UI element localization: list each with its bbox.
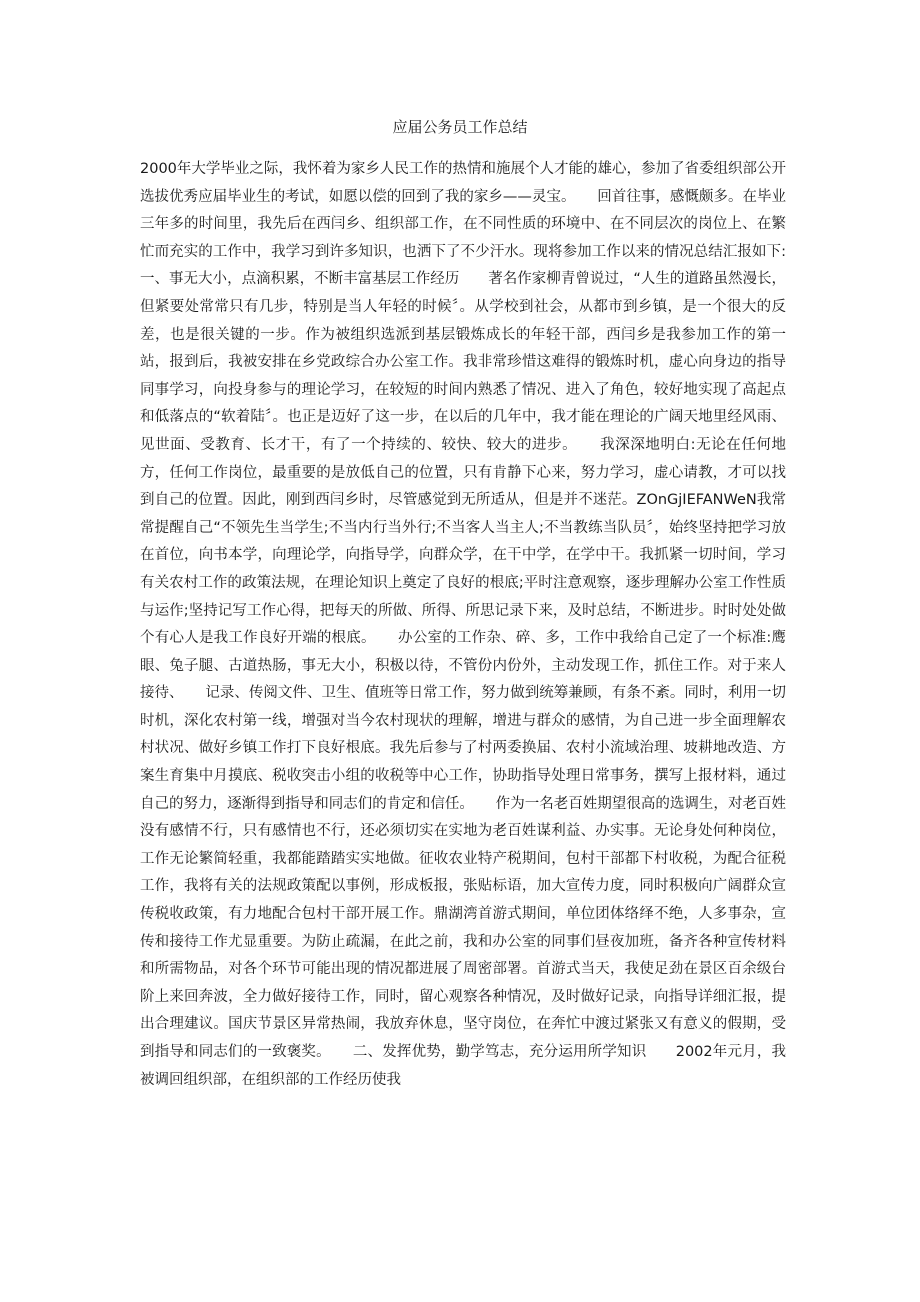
document-body: 2000年大学毕业之际，我怀着为家乡人民工作的热情和施展个人才能的雄心，参加了省委组织部公开选拔优秀应届毕业生的考试，如愿以偿的回到了我的家乡——灵宝。 回首往事，感慨颇多。在毕业三年多的时间里，我先后在西闫乡、组织部工作，在不同性质的环境中、在不同层次的岗位上、在繁忙而充实的工作中，我学习到许多知识，也洒下了不少汗水。现将参加工作以来的情况总结汇报如下: 一、事无大小，点滴积累，不断丰富基层工作经历 著名作家柳青曾说过，“人生的道路虽然漫长，但紧要处常常只有几步，特别是当人年轻的时候〞。从学校到社会，从都市到乡镇，是一个很大的反差，也是很关键的一步。作为被组织选派到基层锻炼成长的年轻干部，西闫乡是我参加工作的第一站，报到后，我被安排在乡党政综合办公室工作。我非常珍惜这难得的锻炼时机，虚心向身边的指导同事学习，向投身参与的理论学习，在较短的时间内熟悉了情况、进入了角色，较好地实现了高起点和低落点的“软着陆〞。也正是迈好了这一步，在以后的几年中，我才能在理论的广阔天地里经风雨、见世面、受教育、长才干，有了一个持续的、较快、较大的进步。 我深深地明白:无论在任何地方，任何工作岗位，最重要的是放低自己的位置，只有肯静下心来，努力学习，虚心请教，才可以找到自己的位置。因此，刚到西闫乡时，尽管感觉到无所适从，但是并不迷茫。ZOnGjIEFANWeN我常常提醒自己“不领先生当学生;不当内行当外行;不当客人当主人;不当教练当队员〞，始终坚持把学习放在首位，向书本学，向理论学，向指导学，向群众学，在干中学，在学中干。我抓紧一切时间，学习有关农村工作的政策法规，在理论知识上奠定了良好的根底;平时注意观察，逐步理解办公室工作性质与运作;坚持记写工作心得，把每天的所做、所得、所思记录下来，及时总结，不断进步。时时处处做个有心人是我工作良好开端的根底。 办公室的工作杂、碎、多，工作中我给自己定了一个标准:鹰眼、兔子腿、古道热肠，事无大小，积极以待，不管份内份外，主动发现工作，抓住工作。对于来人接待、 记录、传阅文件、卫生、值班等日常工作，努力做到统筹兼顾，有条不紊。同时，利用一切时机，深化农村第一线，增强对当今农村现状的理解，增进与群众的感情，为自己进一步全面理解农村状况、做好乡镇工作打下良好根底。我先后参与了村两委换届、农村小流域治理、坡耕地改造、方案生育集中月摸底、税收突击小组的收税等中心工作，协助指导处理日常事务，撰写上报材料，通过自己的努力，逐渐得到指导和同志们的肯定和信任。 作为一名老百姓期望很高的选调生，对老百姓没有感情不行，只有感情也不行，还必须切实在实地为老百姓谋利益、办实事。无论身处何种岗位，工作无论繁简轻重，我都能踏踏实实地做。征收农业特产税期间，包村干部都下村收税，为配合征税工作，我将有关的法规政策配以事例，形成板报，张贴标语，加大宣传力度，同时积极向广阔群众宣传税收政策，有力地配合包村干部开展工作。鼎湖湾首游式期间，单位团体络绎不绝，人多事杂，宣传和接待工作尤显重要。为防止疏漏，在此之前，我和办公室的同事们昼夜加班，备齐各种宣传材料和所需物品，对各个环节可能出现的情况都进展了周密部署。首游式当天，我使足劲在景区百余级台阶上来回奔波，全力做好接待工作，同时，留心观察各种情况，及时做好记录，向指导详细汇报，提出合理建议。国庆节景区异常热闹，我放弃休息，坚守岗位，在奔忙中渡过紧张又有意义的假期，受到指导和同志们的一致褒奖。 二、发挥优势，勤学笃志，充分运用所学知识 2002年元月，我被调回组织部，在组织部的工作经历使我 [140, 161, 815, 1088]
document-title: 应届公务员工作总结 [392, 118, 528, 136]
